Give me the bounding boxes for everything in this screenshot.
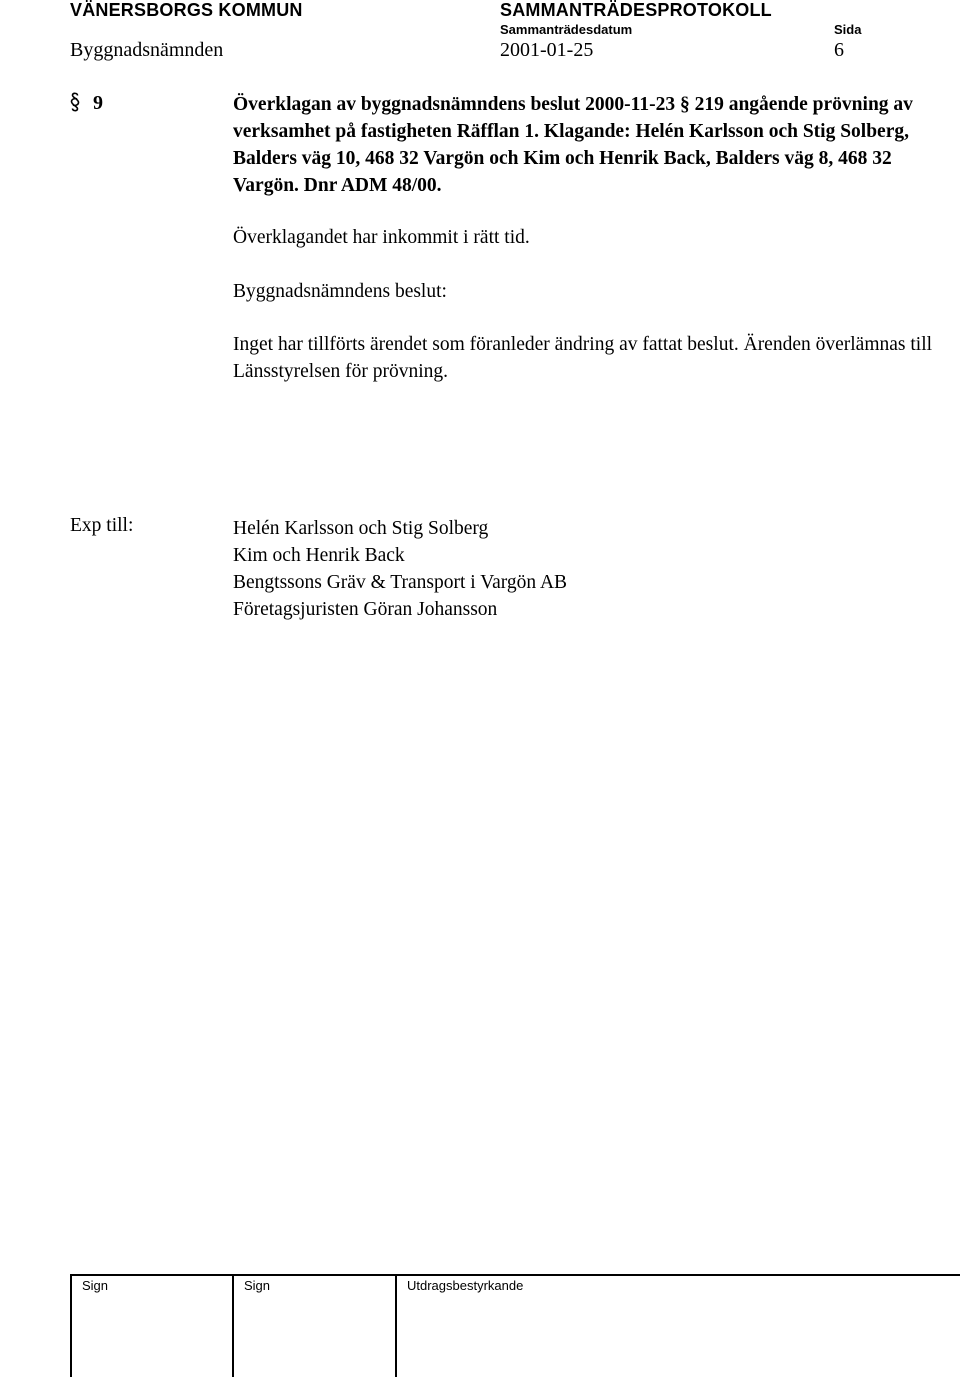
footer-divider: [70, 1274, 960, 1276]
certification-label: Utdragsbestyrkande: [407, 1278, 524, 1293]
decision-label: Byggnadsnämndens beslut:: [233, 281, 447, 302]
footer-box-border: [395, 1274, 397, 1377]
org-name: VÄNERSBORGS KOMMUN: [70, 0, 303, 20]
page-number: 6: [834, 39, 844, 61]
recipient-item: Kim och Henrik Back: [233, 545, 405, 566]
page-label: Sida: [834, 22, 862, 37]
paragraph-number: [70, 91, 103, 115]
meeting-date: 2001-01-25: [500, 39, 594, 61]
recipient-list: [233, 515, 567, 623]
footer-box-border: [70, 1274, 72, 1377]
committee-name: Byggnadsnämnden: [70, 39, 224, 61]
recipient-item: Helén Karlsson och Stig Solberg: [233, 518, 489, 539]
paragraph-number-value: 9: [93, 92, 103, 114]
signature-box-2-label: Sign: [244, 1278, 271, 1293]
appeal-statement: Överklagandet har inkommit i rätt tid.: [233, 227, 530, 248]
distribution-label: Exp till:: [70, 515, 134, 536]
document-type: SAMMANTRÄDESPROTOKOLL: [500, 0, 772, 20]
recipient-item: Bengtssons Gräv & Transport i Vargön AB: [233, 572, 568, 593]
decision-text: Inget har tillförts ärendet som föranleder ändring av fattat beslut. Ärenden överlämnas till Länsstyrelsen för prövning.: [233, 334, 933, 382]
section-sign-icon: [70, 91, 80, 113]
recipient-item: Företagsjuristen Göran Johansson: [233, 599, 498, 620]
meeting-date-label: Sammanträdesdatum: [500, 22, 633, 37]
paragraph-heading: Överklagan av byggnadsnämndens beslut 2000-11-23 § 219 angående prövning av verksamhet på fastigheten Räfflan 1. Klagande: Helén Karlsson och Stig Solberg, Balders väg 10, 468 32 Vargön och Kim och Henrik Back, Balders väg 8, 468 32 Vargön. Dnr ADM 48/00.: [233, 94, 913, 196]
signature-box-1-label: Sign: [82, 1278, 109, 1293]
footer-box-border: [232, 1274, 234, 1377]
